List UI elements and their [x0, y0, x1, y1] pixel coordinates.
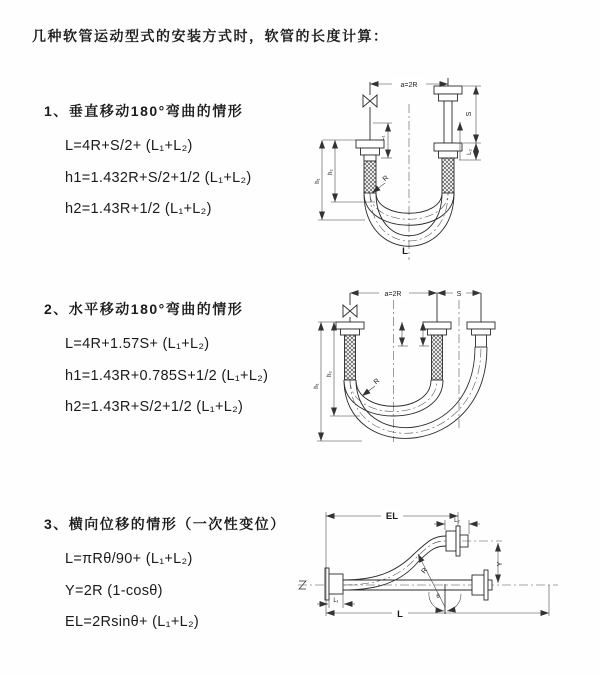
section-horizontal-motion	[44, 299, 268, 424]
dim-label-h2: h₂	[328, 169, 334, 175]
section-2-heading: 2、水平移动180°弯曲的情形	[44, 301, 244, 317]
page-title: 几种软管运动型式的安装方式时，软管的长度计算：	[32, 28, 389, 44]
dim-label-l1: L₁	[333, 598, 339, 604]
section-3-heading: 3、横向位移的情形（一次性变位）	[44, 516, 286, 532]
section-vertical-motion	[44, 101, 252, 226]
braided-hose-section	[345, 335, 356, 380]
diagram-lateral-displacement	[296, 498, 600, 650]
valve-icon	[363, 95, 377, 107]
braided-hose-section	[432, 335, 443, 380]
dim-label-h1: h₁	[315, 178, 321, 184]
braided-hose-section	[442, 158, 454, 193]
hose-assembly-drawing	[356, 78, 462, 260]
dim-label-h2: h₂	[327, 371, 333, 377]
hose-assembly-drawing	[336, 293, 495, 442]
formula-el: EL=2Rsinθ+ (L₁+L₂)	[65, 614, 200, 630]
dim-label-a2r: a=2R	[384, 291, 402, 298]
diagram-horizontal-180-bend	[310, 280, 600, 455]
dim-label-r: R	[372, 377, 382, 387]
dim-label-el: EL	[385, 511, 399, 522]
formula-h1: h1=1.432R+S/2+1/2 (L₁+L₂)	[65, 169, 252, 186]
dim-label-h1: h₁	[314, 383, 320, 389]
diagram-vertical-180-bend	[313, 68, 595, 266]
dimension-lines	[317, 293, 481, 441]
formula-l: L=4R+S/2+ (L₁+L₂)	[65, 138, 193, 154]
section-1-heading: 1、垂直移动180°弯曲的情形	[44, 103, 244, 119]
formula-l: L=πRθ/90+ (L₁+L₂)	[65, 551, 193, 567]
dim-label-l2: L₂	[467, 149, 473, 155]
dim-label-s: S	[466, 111, 473, 117]
dim-label-theta: θ	[436, 594, 440, 600]
braided-hose-section	[364, 161, 376, 193]
dim-label-l: L	[397, 609, 403, 620]
dim-label-l2: L₂	[454, 518, 460, 524]
section-lateral-displacement	[44, 514, 286, 639]
dim-label-r: R	[420, 566, 430, 576]
dim-label-a2r: a=2R	[400, 82, 418, 89]
formula-h2: h2=1.43R+S/2+1/2 (L₁+L₂)	[65, 399, 244, 415]
dimension-lines	[317, 512, 549, 616]
formula-y: Y=2R (1-cosθ)	[65, 582, 163, 599]
dim-label-y: Y	[497, 561, 504, 567]
dim-label-s: S	[456, 291, 462, 298]
formula-l: L=4R+1.57S+ (L₁+L₂)	[65, 336, 210, 352]
formula-h2: h2=1.43R+1/2 (L₁+L₂)	[65, 201, 212, 217]
dim-label-l1: L₁	[380, 135, 386, 141]
formula-h1: h1=1.43R+0.785S+1/2 (L₁+L₂)	[65, 367, 269, 384]
valve-icon	[343, 305, 357, 317]
dim-label-r: R	[381, 174, 391, 184]
dim-label-l: L	[402, 246, 408, 257]
